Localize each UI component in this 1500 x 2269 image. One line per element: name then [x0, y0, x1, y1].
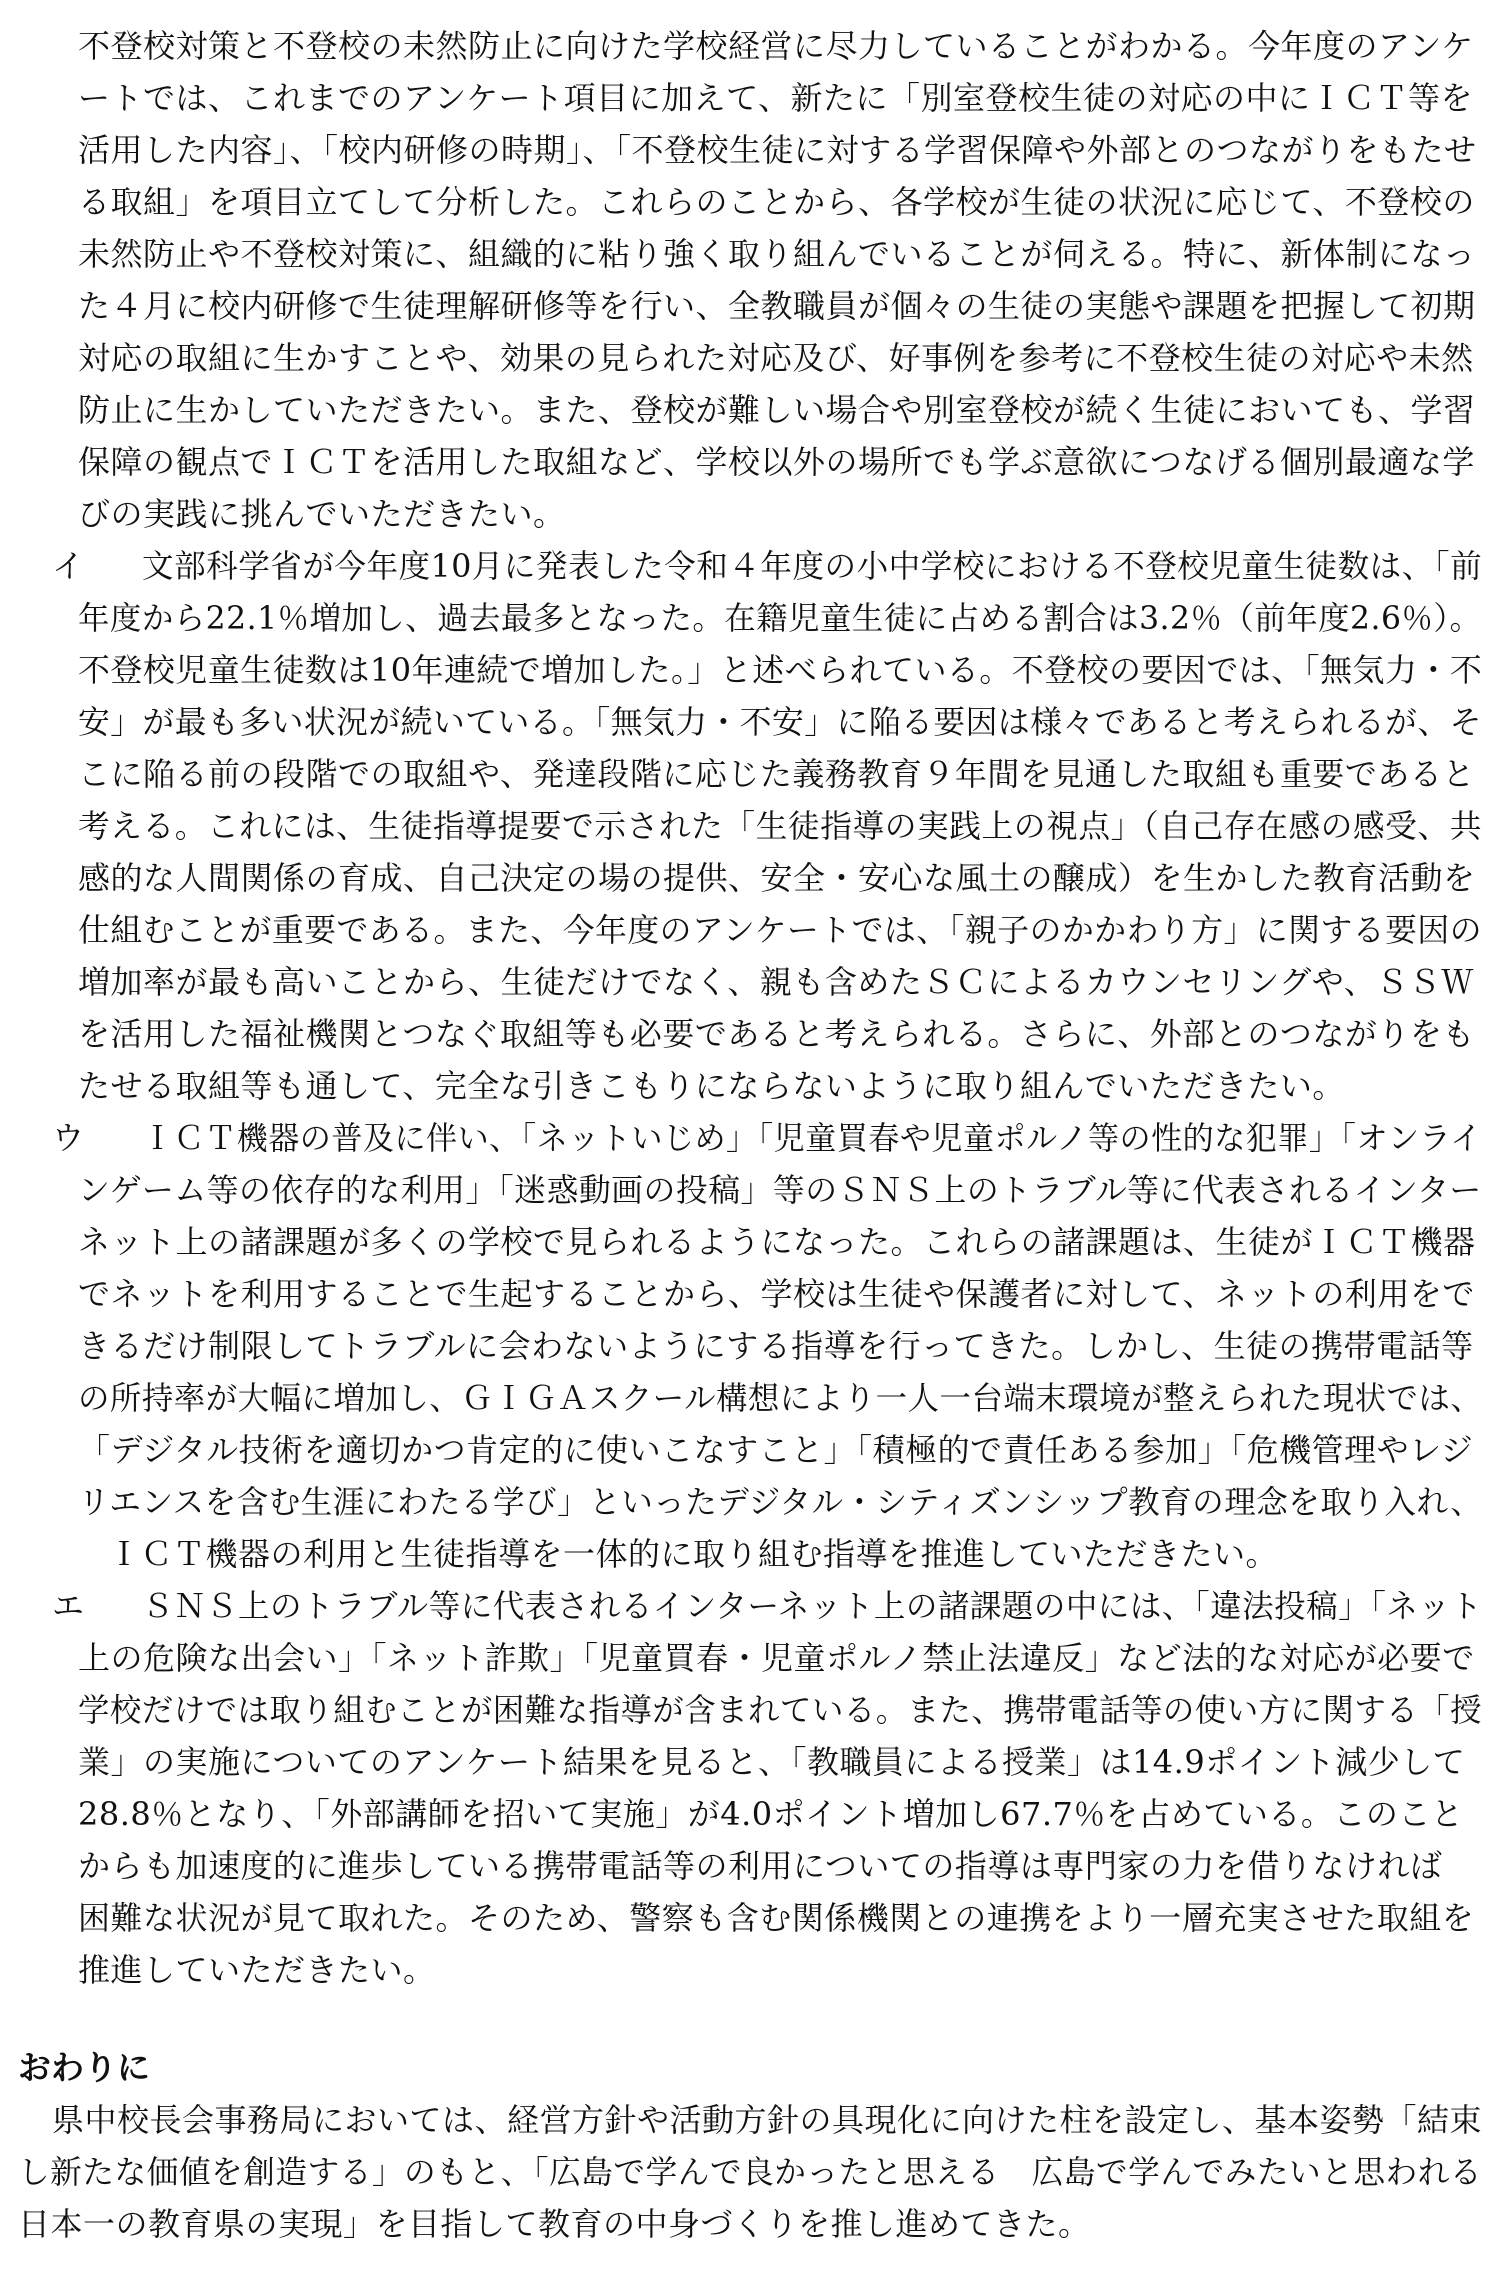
section-e-line: 上の危険な出会い」「ネット詐欺」「児童買春・児童ポルノ禁止法違反」など法的な対応が必要で — [78, 1639, 1475, 1677]
section-u-line: リエンスを含む生涯にわたる学び」といったデジタル・シティズンシップ教育の理念を取り入れ、 — [78, 1483, 1483, 1521]
section-e-marker: エ — [52, 1587, 85, 1625]
section-i-line: 不登校児童生徒数は10年連続で増加した。」と述べられている。不登校の要因では、「無気力・不 — [78, 651, 1483, 689]
section-e-line: 困難な状況が見て取れた。そのため、警察も含む関係機関との連携をより一層充実させた取組を — [78, 1899, 1475, 1937]
section-i-line: 文部科学省が今年度10月に発表した令和４年度の小中学校における不登校児童生徒数は、「前 — [142, 547, 1483, 585]
section-a-line: ートでは、これまでのアンケート項目に加えて、新たに「別室登校生徒の対応の中にＩＣＴ等を — [78, 79, 1473, 117]
section-u-line: ＩＣＴ機器の普及に伴い、「ネットいじめ」「児童買春や児童ポルノ等の性的な犯罪」「オンライ — [142, 1119, 1482, 1157]
section-e-line: 28.8％となり、「外部講師を招いて実施」が4.0ポイント増加し67.7％を占めている。このこと — [78, 1795, 1464, 1833]
closing-heading: おわりに — [18, 2048, 150, 2087]
section-a-line: びの実践に挑んでいただきたい。 — [78, 495, 566, 533]
section-a-line: た４月に校内研修で生徒理解研修等を行い、全教職員が個々の生徒の実態や課題を把握して初期 — [78, 287, 1476, 325]
closing-line: し新たな価値を創造する」のもと、「広島で学んで良かったと思える 広島で学んでみたいと思われる — [18, 2153, 1483, 2191]
section-u-line: の所持率が大幅に増加し、ＧＩＧＡスクール構想により一人一台端末環境が整えられた現状では、 — [78, 1379, 1483, 1417]
section-a-line: 防止に生かしていただきたい。また、登校が難しい場合や別室登校が続く生徒においても、学習 — [78, 391, 1476, 429]
section-a-line: る取組」を項目立てして分析した。これらのことから、各学校が生徒の状況に応じて、不登校の — [78, 183, 1475, 221]
closing-line: 日本一の教育県の実現」を目指して教育の中身づくりを推し進めてきた。 — [18, 2205, 1091, 2243]
closing-line: 県中校長会事務局においては、経営方針や活動方針の具現化に向けた柱を設定し、基本姿勢「結束 — [52, 2101, 1483, 2139]
section-i-line: たせる取組等も通して、完全な引きこもりにならないように取り組んでいただきたい。 — [78, 1067, 1345, 1105]
section-u-line: きるだけ制限してトラブルに会わないようにする指導を行ってきた。しかし、生徒の携帯電話等 — [78, 1327, 1474, 1365]
section-a-line: 保障の観点でＩＣＴを活用した取組など、学校以外の場所でも学ぶ意欲につなげる個別最適な学 — [78, 443, 1475, 481]
section-e-line: 推進していただきたい。 — [78, 1951, 436, 1989]
section-e-line: 業」の実施についてのアンケート結果を見ると、「教職員による授業」は14.9ポイント減少して — [78, 1743, 1466, 1781]
section-a-line: 対応の取組に生かすことや、効果の見られた対応及び、好事例を参考に不登校生徒の対応や未然 — [78, 339, 1474, 377]
section-u-line: 「デジタル技術を適切かつ肯定的に使いこなすこと」「積極的で責任ある参加」「危機管理やレジ — [78, 1431, 1474, 1469]
section-e-line: ＳＮＳ上のトラブル等に代表されるインターネット上の諸課題の中には、「違法投稿」「ネット — [142, 1587, 1483, 1625]
section-a-line: 活用した内容」、「校内研修の時期」、「不登校生徒に対する学習保障や外部とのつながりをもたせ — [78, 131, 1477, 169]
section-e-line: からも加速度的に進歩している携帯電話等の利用についての指導は専門家の力を借りなければ — [78, 1847, 1443, 1885]
section-u-marker: ウ — [52, 1119, 85, 1157]
section-a-line: 未然防止や不登校対策に、組織的に粘り強く取り組んでいることが伺える。特に、新体制になっ — [78, 235, 1476, 273]
section-i-line: を活用した福祉機関とつなぐ取組等も必要であると考えられる。さらに、外部とのつながりをも — [78, 1015, 1475, 1053]
section-i-marker: イ — [52, 547, 85, 585]
section-i-line: 感的な人間関係の育成、自己決定の場の提供、安全・安心な風土の醸成）を生かした教育活動を — [78, 859, 1476, 897]
section-i-line: 年度から22.1％増加し、過去最多となった。在籍児童生徒に占める割合は3.2％（前年度2.6％）。 — [78, 599, 1482, 637]
section-u-line: でネットを利用することで生起することから、学校は生徒や保護者に対して、ネットの利用をで — [78, 1275, 1475, 1313]
section-i-line: 増加率が最も高いことから、生徒だけでなく、親も含めたＳＣによるカウンセリングや、ＳＳＷ — [78, 963, 1474, 1001]
section-i-line: 考える。これには、生徒指導提要で示された「生徒指導の実践上の視点」（自己存在感の感受、共 — [78, 807, 1482, 845]
section-u-line: ＩＣＴ機器の利用と生徒指導を一体的に取り組む指導を推進していただきたい。 — [108, 1535, 1279, 1573]
section-u-line: ネット上の諸課題が多くの学校で見られるようになった。これらの諸課題は、生徒がＩＣＴ機器 — [78, 1223, 1476, 1261]
section-u-line: ンゲーム等の依存的な利用」「迷惑動画の投稿」等のＳＮＳ上のトラブル等に代表されるインター — [78, 1171, 1482, 1209]
section-e-line: 学校だけでは取り組むことが困難な指導が含まれている。また、携帯電話等の使い方に関する「授 — [78, 1691, 1482, 1729]
section-i-line: こに陥る前の段階での取組や、発達段階に応じた義務教育９年間を見通した取組も重要であると — [78, 755, 1475, 793]
section-i-line: 安」が最も多い状況が続いている。「無気力・不安」に陥る要因は様々であると考えられるが、そ — [78, 703, 1482, 741]
section-a-line: 不登校対策と不登校の未然防止に向けた学校経営に尽力していることがわかる。今年度のアンケ — [78, 27, 1474, 65]
section-i-line: 仕組むことが重要である。また、今年度のアンケートでは、「親子のかかわり方」に関する要因の — [78, 911, 1483, 949]
